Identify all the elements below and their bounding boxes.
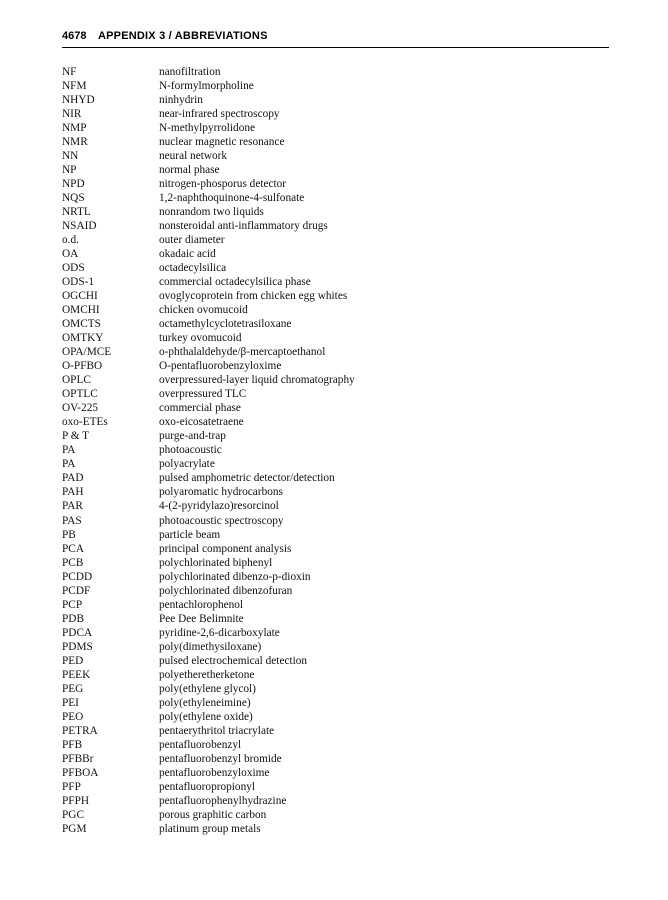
- abbreviation-term: PFP: [62, 780, 81, 793]
- abbreviation-definition: overpressured TLC: [159, 388, 247, 401]
- abbreviation-definition: octadecylsilica: [159, 262, 227, 275]
- abbreviation-term: NHYD: [62, 94, 95, 107]
- abbreviation-definition: outer diameter: [159, 234, 225, 247]
- abbreviation-definition: oxo-eicosatetraene: [159, 416, 244, 429]
- abbreviation-entry: [62, 724, 622, 738]
- abbreviation-entry: [62, 219, 622, 233]
- abbreviation-definition: pentafluorobenzyloxime: [159, 766, 270, 779]
- abbreviation-entry: [62, 584, 622, 598]
- abbreviation-term: NMR: [62, 136, 88, 149]
- abbreviation-definition: pentafluoropropionyl: [159, 780, 256, 793]
- abbreviation-term: O-PFBO: [62, 360, 103, 373]
- abbreviation-entry: [62, 514, 622, 528]
- abbreviation-definition: Pee Dee Belimnite: [159, 612, 244, 625]
- abbreviation-definition: poly(ethylene glycol): [159, 682, 256, 695]
- abbreviation-term: oxo-ETEs: [62, 416, 108, 429]
- abbreviation-term: NIR: [62, 108, 82, 121]
- abbreviation-definition: photoacoustic: [159, 444, 222, 457]
- abbreviation-definition: N-formylmorpholine: [159, 80, 254, 93]
- abbreviation-definition: platinum group metals: [159, 822, 261, 835]
- abbreviation-definition: 1,2-naphthoquinone-4-sulfonate: [159, 192, 305, 205]
- abbreviation-definition: polyacrylate: [159, 458, 215, 471]
- abbreviation-term: NRTL: [62, 206, 91, 219]
- abbreviation-term: PFB: [62, 738, 83, 751]
- abbreviation-term: PCA: [62, 542, 84, 555]
- abbreviation-term: PFBBr: [62, 752, 94, 765]
- abbreviation-entry: [62, 556, 622, 570]
- abbreviation-term: NF: [62, 66, 77, 78]
- abbreviation-term: OMTKY: [62, 332, 104, 345]
- abbreviation-term: PEEK: [62, 668, 91, 681]
- abbreviation-definition: nuclear magnetic resonance: [159, 136, 285, 149]
- abbreviation-term: PED: [62, 654, 84, 667]
- abbreviation-term: PDB: [62, 612, 84, 625]
- abbreviation-definition: pentachlorophenol: [159, 598, 244, 611]
- abbreviation-term: PAH: [62, 486, 84, 499]
- abbreviation-entry: [62, 570, 622, 584]
- abbreviation-term: PAR: [62, 500, 83, 513]
- abbreviation-entry: [62, 289, 622, 303]
- abbreviation-entry: [62, 261, 622, 275]
- abbreviation-definition: commercial octadecylsilica phase: [159, 276, 311, 289]
- abbreviation-term: PGM: [62, 822, 87, 835]
- abbreviation-term: PCDF: [62, 584, 91, 597]
- abbreviation-entry: [62, 387, 622, 401]
- abbreviation-term: o.d.: [62, 234, 79, 247]
- abbreviation-term: OPA/MCE: [62, 346, 112, 359]
- abbreviation-entry: [62, 499, 622, 513]
- abbreviation-entry: [62, 177, 622, 191]
- abbreviation-entry: [62, 247, 622, 261]
- abbreviation-term: NFM: [62, 80, 87, 93]
- abbreviation-entry: [62, 107, 622, 121]
- abbreviation-entry: [62, 443, 622, 457]
- abbreviation-definition: ovoglycoprotein from chicken egg whites: [159, 290, 348, 303]
- abbreviation-entry: [62, 415, 622, 429]
- abbreviation-entry: [62, 359, 622, 373]
- abbreviation-definition: 4-(2-pyridylazo)resorcinol: [159, 500, 279, 513]
- abbreviation-term: NN: [62, 150, 79, 163]
- abbreviation-entry: [62, 822, 622, 836]
- abbreviation-definition: pentafluorobenzyl bromide: [159, 752, 282, 765]
- abbreviation-definition: pentafluorophenylhydrazine: [159, 794, 287, 807]
- abbreviation-entry: [62, 766, 622, 780]
- abbreviation-definition: polyetheretherketone: [159, 668, 255, 681]
- abbreviation-entry: [62, 135, 622, 149]
- abbreviation-term: PEI: [62, 696, 79, 709]
- abbreviation-entry: [62, 780, 622, 794]
- abbreviation-entry: [62, 710, 622, 724]
- abbreviation-term: NPD: [62, 178, 85, 191]
- abbreviation-entry: [62, 485, 622, 499]
- abbreviation-definition: porous graphitic carbon: [159, 808, 267, 821]
- abbreviation-entry: [62, 429, 622, 443]
- abbreviation-entry: [62, 752, 622, 766]
- abbreviation-definition: nitrogen-phosporus detector: [159, 178, 287, 191]
- abbreviation-definition: polychlorinated dibenzo-p-dioxin: [159, 570, 311, 583]
- abbreviation-definition: neural network: [159, 150, 228, 163]
- abbreviation-entry: [62, 626, 622, 640]
- abbreviation-entry: [62, 205, 622, 219]
- abbreviation-term: PAS: [62, 514, 82, 527]
- abbreviation-definition: photoacoustic spectroscopy: [159, 514, 284, 527]
- abbreviation-term: OV-225: [62, 402, 98, 415]
- abbreviation-entry: [62, 654, 622, 668]
- abbreviation-term: OMCTS: [62, 318, 101, 331]
- abbreviation-term: OPLC: [62, 374, 91, 387]
- abbreviation-definition: nanofiltration: [159, 66, 221, 78]
- abbreviation-entry: [62, 93, 622, 107]
- abbreviation-term: ODS: [62, 262, 85, 275]
- abbreviation-term: PGC: [62, 808, 84, 821]
- abbreviation-term: OMCHI: [62, 304, 100, 317]
- abbreviation-definition: turkey ovomucoid: [159, 332, 242, 345]
- abbreviation-definition: particle beam: [159, 528, 221, 541]
- abbreviation-entry: [62, 668, 622, 682]
- abbreviation-entry: [62, 640, 622, 654]
- abbreviation-entry: [62, 682, 622, 696]
- abbreviation-definition: pyridine-2,6-dicarboxylate: [159, 626, 280, 639]
- abbreviation-definition: nonsteroidal anti-inflammatory drugs: [159, 220, 328, 233]
- abbreviation-term: NSAID: [62, 220, 97, 233]
- abbreviation-term: PCDD: [62, 570, 93, 583]
- abbreviation-entry: [62, 331, 622, 345]
- abbreviation-definition: pulsed amphometric detector/detection: [159, 472, 335, 485]
- abbreviation-term: OPTLC: [62, 388, 98, 401]
- abbreviation-definition: chicken ovomucoid: [159, 304, 248, 317]
- abbreviation-term: NP: [62, 164, 77, 177]
- abbreviation-term: PFBOA: [62, 766, 99, 779]
- abbreviation-entry: [62, 738, 622, 752]
- page-number: 4678: [62, 30, 87, 42]
- abbreviation-entry: [62, 317, 622, 331]
- abbreviation-definition: polychlorinated biphenyl: [159, 556, 273, 569]
- abbreviation-entry: [62, 457, 622, 471]
- abbreviation-entry: [62, 65, 622, 79]
- abbreviation-entry: [62, 345, 622, 359]
- abbreviation-term: PFPH: [62, 794, 90, 807]
- abbreviation-entry: [62, 79, 622, 93]
- abbreviation-definition: poly(dimethysiloxane): [159, 640, 262, 653]
- section-title: APPENDIX 3 / ABBREVIATIONS: [98, 30, 268, 42]
- abbreviation-definition: principal component analysis: [159, 542, 292, 555]
- abbreviation-definition: pentaerythritol triacrylate: [159, 724, 275, 737]
- abbreviation-definition: polychlorinated dibenzofuran: [159, 584, 293, 597]
- abbreviation-term: PA: [62, 444, 76, 457]
- abbreviation-definition: near-infrared spectroscopy: [159, 108, 280, 121]
- abbreviation-definition: okadaic acid: [159, 248, 216, 261]
- abbreviation-entry: [62, 598, 622, 612]
- abbreviation-definition: pulsed electrochemical detection: [159, 654, 308, 667]
- abbreviation-entry: [62, 794, 622, 808]
- abbreviation-term: OGCHI: [62, 290, 98, 303]
- abbreviation-term: PEO: [62, 710, 84, 723]
- abbreviation-term: PETRA: [62, 724, 98, 737]
- abbreviation-term: ODS-1: [62, 276, 95, 289]
- abbreviation-term: PDMS: [62, 640, 93, 653]
- abbreviation-term: PDCA: [62, 626, 93, 639]
- abbreviation-entry: [62, 233, 622, 247]
- abbreviation-entry: [62, 808, 622, 822]
- abbreviation-definition: nonrandom two liquids: [159, 206, 264, 219]
- abbreviation-term: PA: [62, 458, 76, 471]
- abbreviation-definition: poly(ethyleneimine): [159, 696, 251, 709]
- abbreviation-definition: overpressured-layer liquid chromatography: [159, 374, 355, 387]
- abbreviation-term: NMP: [62, 122, 87, 135]
- abbreviation-term: PB: [62, 528, 76, 541]
- abbreviation-entry: [62, 149, 622, 163]
- abbreviation-definition: normal phase: [159, 164, 220, 177]
- abbreviation-entry: [62, 163, 622, 177]
- abbreviation-entry: [62, 471, 622, 485]
- abbreviation-entry: [62, 275, 622, 289]
- abbreviation-entry: [62, 542, 622, 556]
- abbreviation-definition: N-methylpyrrolidone: [159, 122, 256, 135]
- abbreviation-entry: [62, 191, 622, 205]
- abbreviation-entry: [62, 401, 622, 415]
- abbreviation-entry: [62, 121, 622, 135]
- abbreviation-term: P & T: [62, 430, 89, 443]
- abbreviation-list: [62, 65, 622, 836]
- abbreviation-definition: commercial phase: [159, 402, 241, 415]
- abbreviation-definition: ninhydrin: [159, 94, 203, 107]
- abbreviation-definition: polyaromatic hydrocarbons: [159, 486, 283, 499]
- abbreviation-definition: O-pentafluorobenzyloxime: [159, 360, 282, 373]
- abbreviation-definition: octamethylcyclotetrasiloxane: [159, 318, 292, 331]
- abbreviation-term: PEG: [62, 682, 84, 695]
- abbreviation-definition: poly(ethylene oxide): [159, 710, 253, 723]
- abbreviation-entry: [62, 373, 622, 387]
- abbreviation-term: PCB: [62, 556, 84, 569]
- abbreviation-term: PAD: [62, 472, 84, 485]
- abbreviation-entry: [62, 528, 622, 542]
- abbreviation-definition: o-phthalaldehyde/β-mercaptoethanol: [159, 346, 326, 359]
- abbreviation-definition: pentafluorobenzyl: [159, 738, 242, 751]
- abbreviation-entry: [62, 696, 622, 710]
- abbreviation-term: PCP: [62, 598, 83, 611]
- abbreviation-term: OA: [62, 248, 79, 261]
- abbreviation-term: NQS: [62, 192, 85, 205]
- abbreviation-entry: [62, 303, 622, 317]
- abbreviation-entry: [62, 612, 622, 626]
- running-header: [62, 30, 609, 48]
- abbreviation-definition: purge-and-trap: [159, 430, 226, 443]
